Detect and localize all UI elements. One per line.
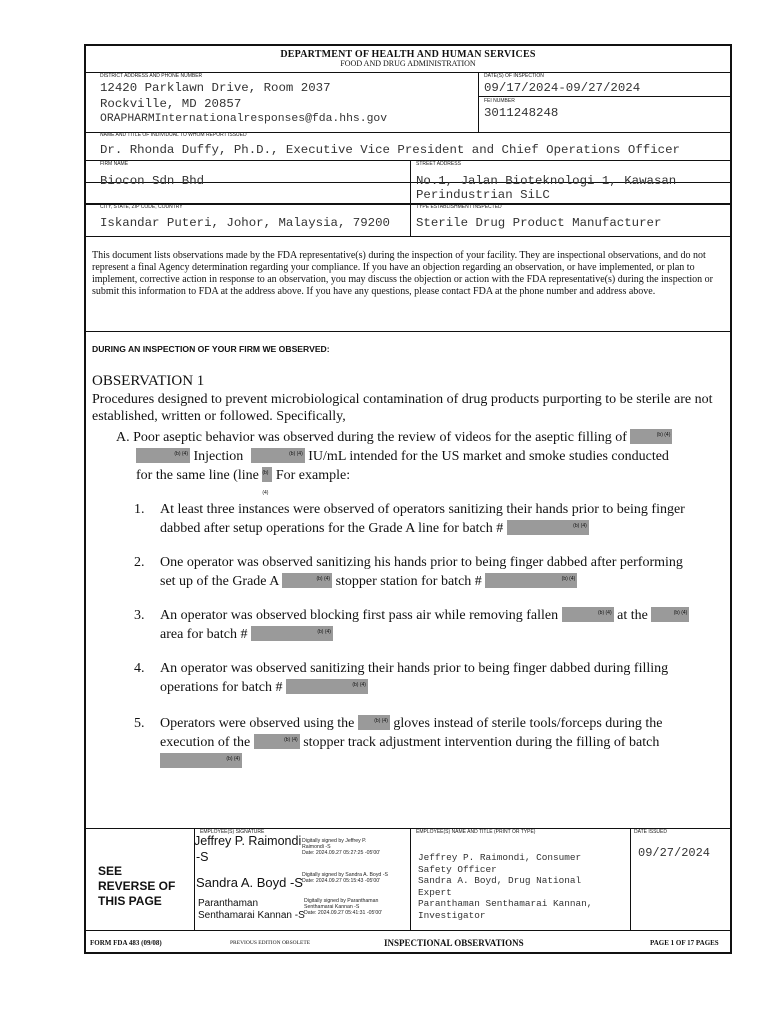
observation-intro: Procedures designed to prevent microbiological contamination of drug products purporting to be sterile are not established, written or followed. Specifically, xyxy=(92,392,713,424)
item-a xyxy=(116,428,726,448)
divider xyxy=(410,828,411,930)
district-address-line2: Rockville, MD 20857 xyxy=(100,97,242,111)
redaction-box: (b) (4) xyxy=(136,448,190,463)
previous-edition: PREVIOUS EDITION OBSOLETE xyxy=(230,940,311,946)
signature-boyd: Sandra A. Boyd -S xyxy=(196,875,303,890)
date-issued: 09/27/2024 xyxy=(638,846,711,860)
page-number: PAGE 1 OF 17 PAGES xyxy=(650,939,719,947)
fda-483-form xyxy=(84,44,732,954)
redaction-box: (b) (4) xyxy=(282,573,332,588)
establishment-type: Sterile Drug Product Manufacturer xyxy=(416,216,662,230)
digital-signature-boyd: Digitally signed by Sandra A. Boyd -S Date: 2024.09.27 05:15:43 -05'00' xyxy=(302,872,388,884)
divider xyxy=(86,331,730,332)
dates-label: DATE(S) OF INSPECTION xyxy=(484,73,544,79)
redaction-box: (b) (4) xyxy=(251,448,305,463)
item-4-text: operations for batch # xyxy=(160,680,283,695)
divider xyxy=(86,160,730,161)
redaction-box: (b) (4) xyxy=(254,734,300,749)
redaction-box: (b) (4) xyxy=(651,607,689,622)
department-title: DEPARTMENT OF HEALTH AND HUMAN SERVICES xyxy=(280,49,536,60)
item-4-line2 xyxy=(160,678,726,698)
form-header xyxy=(86,46,730,68)
item-a-text: for the same line (line xyxy=(136,468,259,483)
item-3-line1 xyxy=(160,606,726,626)
item-1-text: dabbed after setup operations for the Grade A line for batch # xyxy=(160,521,504,536)
street-line1: No.1, Jalan Bioteknologi 1, Kawasan xyxy=(416,174,677,188)
signature-label: EMPLOYEE(S) SIGNATURE xyxy=(200,829,265,835)
see-reverse-note: SEE REVERSE OF THIS PAGE xyxy=(98,864,176,908)
name-label: NAME AND TITLE OF INDIVIDUAL TO WHOM REPORT ISSUED xyxy=(100,132,247,138)
redaction-box: (b) (4) xyxy=(160,753,242,768)
employee-label: EMPLOYEE(S) NAME AND TITLE (PRINT OR TYPE) xyxy=(416,829,536,835)
item-2-text: One operator was observed sanitizing his hands prior to being finger dabbed after performing xyxy=(160,555,683,570)
signature-raimondi: Jeffrey P. Raimondi xyxy=(194,834,302,848)
item-4-number: 4. xyxy=(134,661,145,676)
redaction-box: (b) (4) xyxy=(262,467,272,482)
divider xyxy=(478,96,730,97)
district-address-line1: 12420 Parklawn Drive, Room 2037 xyxy=(100,81,331,95)
item-1-number: 1. xyxy=(134,502,145,517)
signature-kannan: Paranthaman xyxy=(198,898,259,909)
inspection-dates: 09/17/2024-09/27/2024 xyxy=(484,81,641,95)
item-2-text: set up of the Grade A xyxy=(160,574,279,589)
notice-text: This document lists observations made by the FDA representative(s) during the inspection of your facility. They are inspectional observations, and do not represent a final Agency determination regarding your compliance. If you have an objection regarding an observation, or have implemented, or plan to implement, corrective action in response to an observation, you may discuss the objection or action with the FDA representative(s) during the inspection or submit this information to FDA at the address above. If you have any questions, please contact FDA at the phone number and address above. xyxy=(92,250,713,297)
redaction-box: (b) (4) xyxy=(562,607,614,622)
item-5-line2 xyxy=(160,733,726,753)
item-a-text: Injection xyxy=(193,449,244,464)
item-3-text: An operator was observed blocking first pass air while removing fallen xyxy=(160,608,559,623)
divider xyxy=(86,236,730,237)
city-label: CITY, STATE, ZIP CODE, COUNTRY xyxy=(100,204,183,210)
divider xyxy=(86,930,730,931)
recipient-name: Dr. Rhonda Duffy, Ph.D., Executive Vice President and Chief Operations Officer xyxy=(100,143,680,157)
firm-label: FIRM NAME xyxy=(100,161,129,167)
redaction-box: (b) (4) xyxy=(251,626,333,641)
observation-title: OBSERVATION 1 xyxy=(92,373,205,389)
redaction-box: (b) (4) xyxy=(286,679,368,694)
item-5-number: 5. xyxy=(134,716,145,731)
signature-raimondi-suffix: -S xyxy=(196,850,209,864)
item-a-text: For example: xyxy=(275,468,351,483)
item-5-text: execution of the xyxy=(160,735,251,750)
item-5-text: stopper track adjustment intervention during the filling of batch xyxy=(303,735,660,750)
item-1-line2 xyxy=(160,519,726,539)
district-label: DISTRICT ADDRESS AND PHONE NUMBER xyxy=(100,73,203,79)
street-label: STREET ADDRESS xyxy=(416,161,461,167)
item-a-text: Poor aseptic behavior was observed during the review of videos for the aseptic filling of xyxy=(133,430,627,445)
signature-kannan-line2: Senthamarai Kannan -S xyxy=(198,910,305,921)
item-1-text: At least three instances were observed of operators sanitizing their hands prior to being finger xyxy=(160,502,685,517)
item-4-text: An operator was observed sanitizing their hands prior to being finger dabbed during filling xyxy=(160,661,669,676)
fei-label: FEI NUMBER xyxy=(484,98,515,104)
firm-name: Biocon Sdn Bhd xyxy=(100,174,205,188)
footer-title: INSPECTIONAL OBSERVATIONS xyxy=(384,938,524,948)
item-a-text: IU/mL intended for the US market and smoke studies conducted xyxy=(308,449,669,464)
item-a-line2 xyxy=(136,447,728,467)
form-number: FORM FDA 483 (09/08) xyxy=(90,939,162,947)
item-5-line3 xyxy=(160,752,242,772)
item-2-text: stopper station for batch # xyxy=(335,574,482,589)
street-line2: Perindustrian SiLC xyxy=(416,188,550,202)
item-2-line2 xyxy=(160,572,726,592)
item-5-text: Operators were observed using the xyxy=(160,716,355,731)
item-2-number: 2. xyxy=(134,555,145,570)
type-label: TYPE ESTABLISHMENT INSPECTED xyxy=(416,204,502,210)
employee-names: Jeffrey P. Raimondi, Consumer Safety Officer Sandra A. Boyd, Drug National Expert Paranthaman Senthamarai Kannan, Investigator xyxy=(418,852,593,921)
digital-signature-kannan: Digitally signed by Paranthaman Senthamarai Kannan -S Date: 2024.09.27 05:41:31 -05'00' xyxy=(304,898,383,916)
divider xyxy=(630,828,631,930)
city: Iskandar Puteri, Johor, Malaysia, 79200 xyxy=(100,216,390,230)
item-3-number: 3. xyxy=(134,608,145,623)
item-a-marker: A. xyxy=(116,430,130,445)
date-issued-label: DATE ISSUED xyxy=(634,829,667,835)
item-3-text: area for batch # xyxy=(160,627,248,642)
item-3-text: at the xyxy=(617,608,648,623)
redaction-box: (b) (4) xyxy=(630,429,672,444)
divider xyxy=(478,72,479,132)
item-a-line3 xyxy=(136,466,728,496)
redaction-box: (b) (4) xyxy=(507,520,589,535)
agency-title: FOOD AND DRUG ADMINISTRATION xyxy=(340,59,476,68)
district-email: ORAPHARMInternationalresponses@fda.hhs.gov xyxy=(100,113,388,125)
redaction-box: (b) (4) xyxy=(358,715,390,730)
item-5-text: gloves instead of sterile tools/forceps during the xyxy=(393,716,663,731)
divider xyxy=(410,160,411,236)
item-3-line2 xyxy=(160,625,726,645)
item-5-line1 xyxy=(160,714,726,734)
fei-number: 3011248248 xyxy=(484,106,559,120)
redaction-box: (b) (4) xyxy=(485,573,577,588)
during-heading: DURING AN INSPECTION OF YOUR FIRM WE OBSERVED: xyxy=(92,344,330,354)
digital-signature-raimondi: Digitally signed by Jeffrey P. Raimondi -S Date: 2024.09.27 05:27:25 -05'00' xyxy=(302,838,381,856)
